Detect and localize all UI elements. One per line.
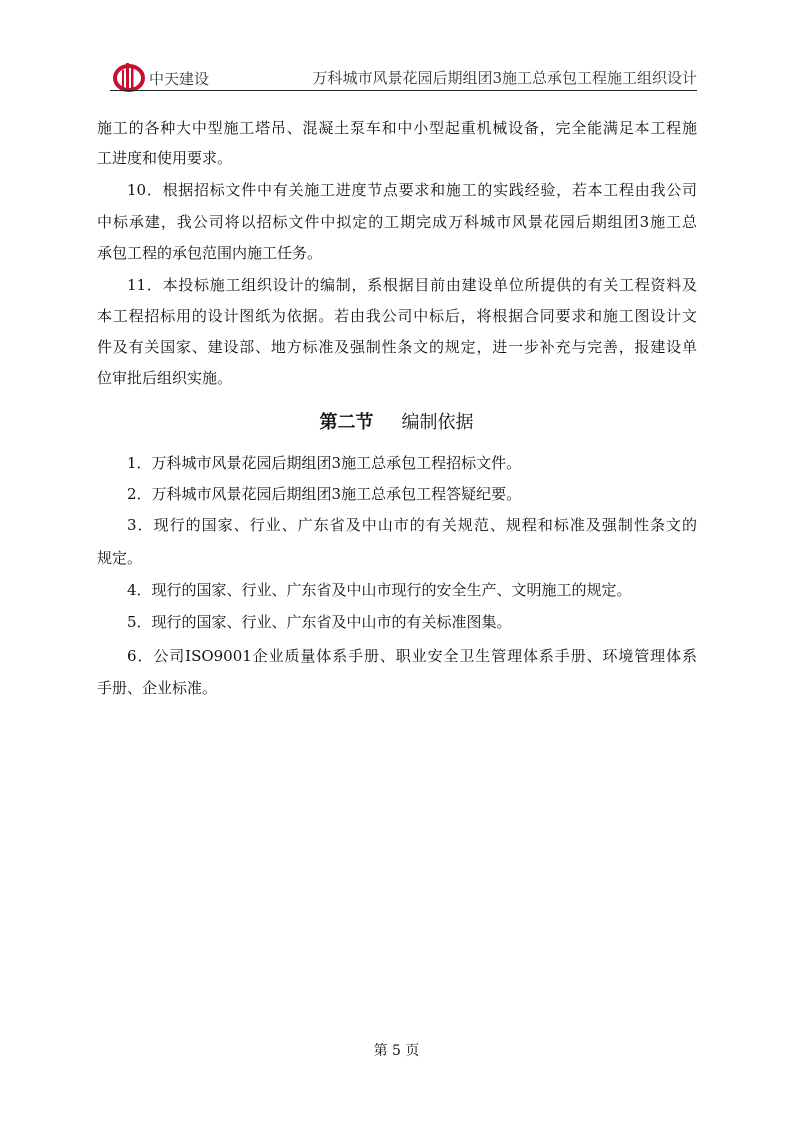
basis-line: 2．万科城市风景花园后期组团3施工总承包工程答疑纪要。 [127, 485, 522, 503]
section-title: 编制依据 [401, 412, 474, 433]
company-logo-icon [112, 62, 146, 92]
basis-line: 6．公司ISO9001企业质量体系手册、职业安全卫生管理体系手册、环境管理体系 [127, 647, 697, 665]
company-name: 中天建设 [149, 70, 210, 88]
body-line: 件及有关国家、建设部、地方标准及强制性条文的规定，进一步补充与完善，报建设单 [97, 338, 697, 356]
body-line: 11．本投标施工组织设计的编制，系根据目前由建设单位所提供的有关工程资料及 [127, 276, 697, 294]
body-line: 10．根据招标文件中有关施工进度节点要求和施工的实践经验，若本工程由我公司 [127, 181, 697, 199]
basis-line: 1．万科城市风景花园后期组团3施工总承包工程招标文件。 [127, 454, 522, 472]
body-line: 承包工程的承包范围内施工任务。 [97, 244, 323, 262]
basis-line: 5．现行的国家、行业、广东省及中山市的有关标准图集。 [127, 613, 512, 631]
document-title: 万科城市风景花园后期组团3施工总承包工程施工组织设计 [312, 69, 697, 87]
basis-line: 手册、企业标准。 [97, 679, 218, 697]
page-number: 第 5 页 [373, 1043, 420, 1059]
header-divider [110, 90, 697, 91]
body-line: 中标承建，我公司将以招标文件中拟定的工期完成万科城市风景花园后期组团3施工总 [97, 213, 697, 231]
basis-line: 规定。 [97, 549, 143, 567]
body-line: 工进度和使用要求。 [97, 149, 233, 167]
basis-line: 3．现行的国家、行业、广东省及中山市的有关规范、规程和标准及强制性条文的 [127, 516, 697, 534]
section-number: 第二节 [319, 412, 374, 433]
basis-line: 4．现行的国家、行业、广东省及中山市现行的安全生产、文明施工的规定。 [127, 581, 632, 599]
body-line: 本工程招标用的设计图纸为依据。若由我公司中标后，将根据合同要求和施工图设计文 [97, 307, 697, 325]
section-heading [0, 408, 793, 434]
body-line: 位审批后组织实施。 [97, 369, 233, 387]
body-line: 施工的各种大中型施工塔吊、混凝土泵车和中小型起重机械设备，完全能满足本工程施 [97, 119, 697, 137]
